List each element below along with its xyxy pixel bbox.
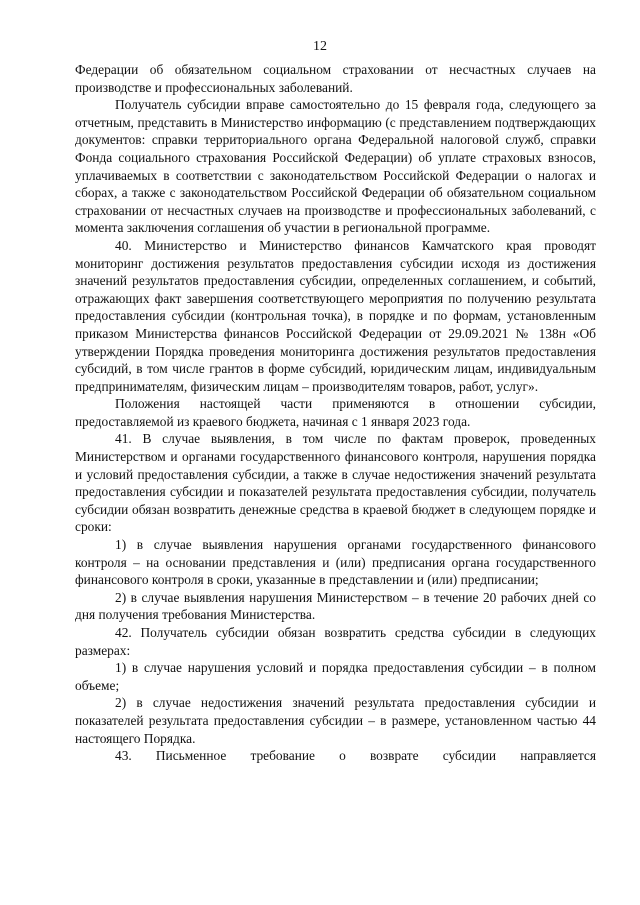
paragraph-41: 41. В случае выявления, в том числе по фактам проверок, проведенных Министерством и органами государственного финансового контроля, нарушения порядка и условий предоставления субсидии, а также в случае недостижения значений результата предоставления субсидии и показателей результата предоставления субсидии, получатель субсидии обязан возвратить денежные средства в краевой бюджет в следующем порядке и сроки:	[75, 431, 596, 535]
paragraph-42: 42. Получатель субсидии обязан возвратить средства субсидии в следующих размерах:	[75, 625, 596, 658]
paragraph-42-item-1: 1) в случае нарушения условий и порядка предоставления субсидии – в полном объеме;	[75, 660, 596, 693]
document-body	[75, 61, 596, 765]
paragraph-40-applicability: Положения настоящей части применяются в отношении субсидии, предоставляемой из краевого бюджета, начиная с 1 января 2023 года.	[75, 396, 596, 429]
paragraph-voluntary-report: Получатель субсидии вправе самостоятельно до 15 февраля года, следующего за отчетным, представить в Министерство информацию (с представлением подтверждающих документов: справки территориального органа Федеральной налоговой служб, справки Фонда социального страхования Российской Федерации) об уплате страховых взносов, уплачиваемых в соответствии с законодательством Российской Федерации о налогах и сборах, а также с законодательством Российской Федерации об обязательном социальном страховании от несчастных случаев на производстве и профессиональных заболеваний, с момента заключения соглашения об участии в региональной программе.	[75, 97, 596, 236]
paragraph-41-item-1: 1) в случае выявления нарушения органами государственного финансового контроля – на основании представления и (или) предписания органа государственного финансового контроля в сроки, указанные в представлении и (или) предписании;	[75, 537, 596, 588]
paragraph-43: 43. Письменное требование о возврате субсидии направляется	[115, 748, 596, 764]
paragraph-continuation: Федерации об обязательном социальном страховании от несчастных случаев на производстве и профессиональных заболеваний.	[75, 62, 596, 95]
paragraph-41-item-2: 2) в случае выявления нарушения Министерством – в течение 20 рабочих дней со дня получения требования Министерства.	[75, 589, 596, 623]
page-number: 12	[313, 39, 327, 54]
paragraph-40: 40. Министерство и Министерство финансов Камчатского края проводят мониторинг достижения результатов предоставления субсидии исходя из достижения значений результатов предоставления субсидии, определенных соглашением, и событий, отражающих факт завершения соответствующего мероприятия по получению результата предоставления субсидии (контрольная точка), в порядке и по формам, установленным приказом Министерства финансов Российской Федерации от 29.09.2021 № 138н «Об утверждении Порядка проведения мониторинга достижения результатов предоставления субсидий, в том числе грантов в форме субсидий, юридическим лицам, индивидуальным предпринимателям, физическим лицам – производителям товаров, работ, услуг».	[75, 237, 596, 394]
paragraph-42-item-2: 2) в случае недостижения значений результата предоставления субсидии и показателей результата предоставления субсидии – в размере, установленном частью 44 настоящего Порядка.	[75, 695, 596, 746]
